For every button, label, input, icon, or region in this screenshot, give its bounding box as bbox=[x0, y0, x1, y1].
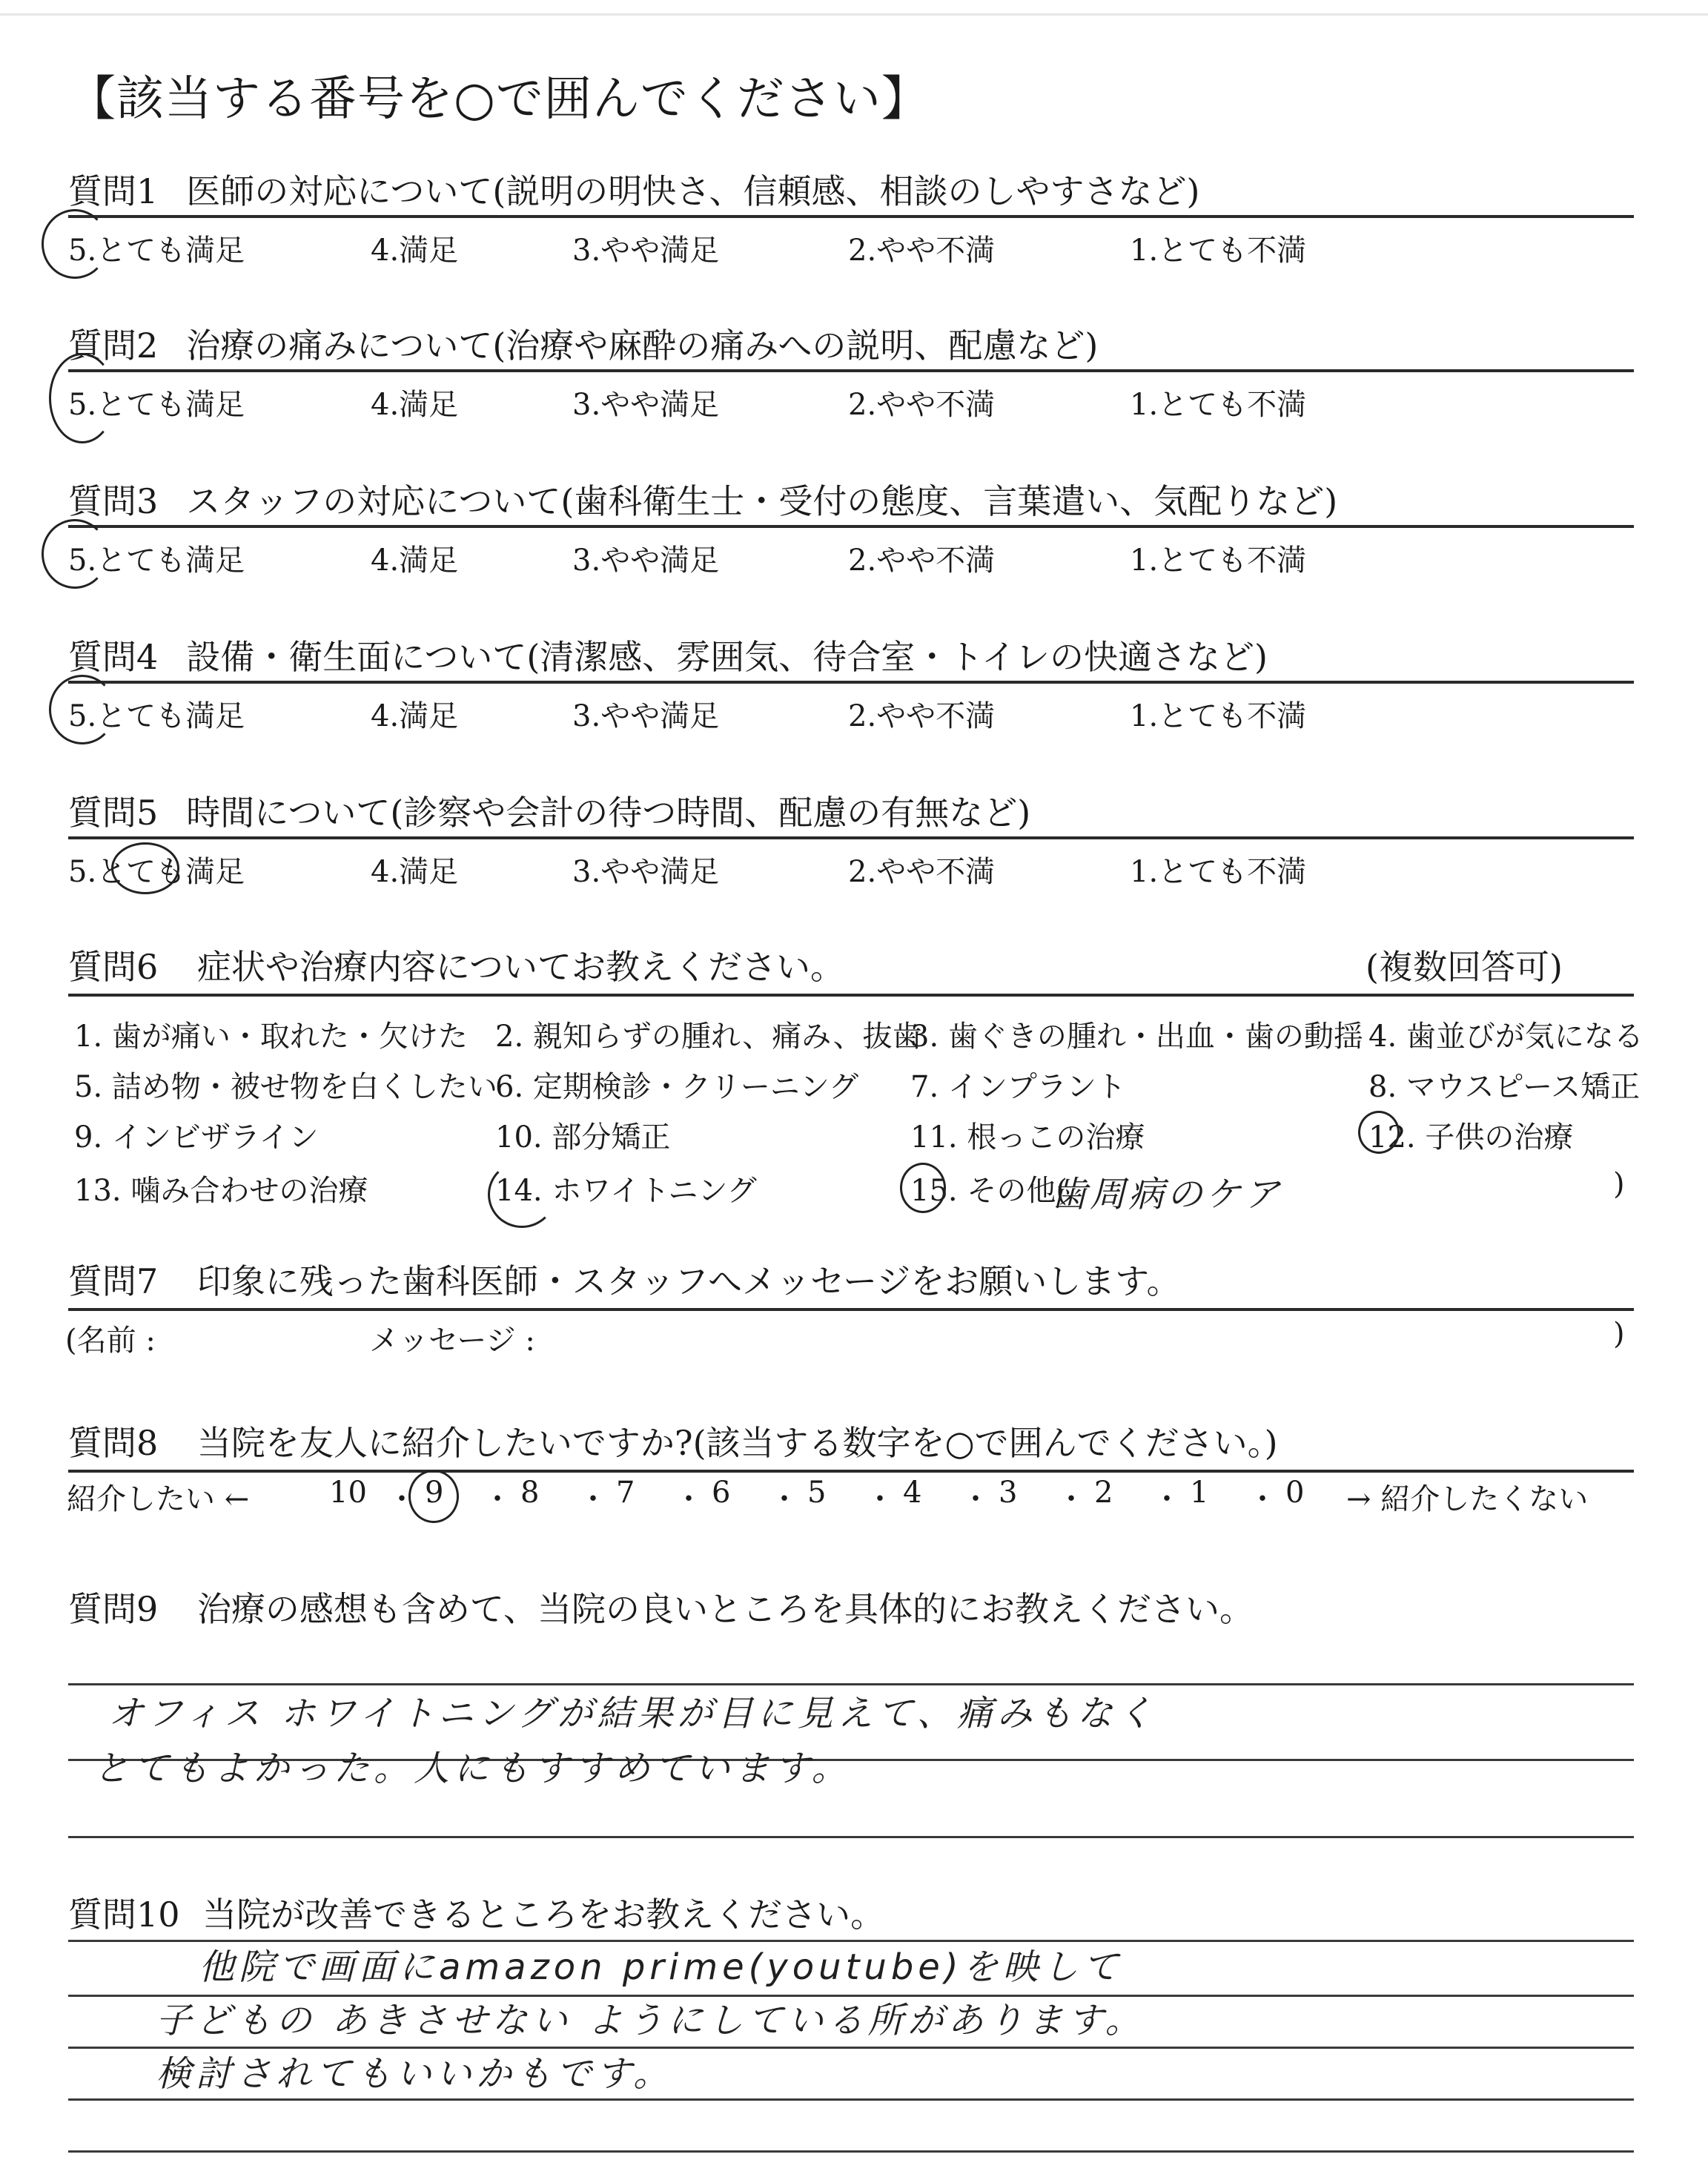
q8-scale-9[interactable]: 9 bbox=[425, 1476, 444, 1510]
q6-selection-circle-15 bbox=[900, 1163, 946, 1213]
q1-heading bbox=[68, 165, 1199, 214]
q6-selection-circle-12 bbox=[1358, 1111, 1400, 1154]
q6-heading bbox=[68, 940, 844, 989]
q3-option-4[interactable]: 4.満足 bbox=[371, 544, 459, 578]
q8-scale-separator: ・ bbox=[483, 1482, 512, 1516]
q8-scale-1[interactable]: 1 bbox=[1190, 1476, 1209, 1510]
q5-option-5[interactable]: 5.とても満足 bbox=[68, 855, 245, 889]
q4-heading bbox=[68, 630, 1268, 679]
q9-heading bbox=[68, 1582, 1254, 1631]
q8-scale-4[interactable]: 4 bbox=[903, 1476, 922, 1510]
q2-option-1[interactable]: 1.とても不満 bbox=[1130, 388, 1307, 422]
q6-label: 質問6 bbox=[68, 947, 159, 987]
q6-other-answer[interactable]: 歯周病のケア bbox=[1051, 1174, 1283, 1215]
q10-text: 当院が改善できるところをお教えください。 bbox=[202, 1895, 885, 1935]
page-top-edge bbox=[0, 13, 1708, 16]
q2-option-3[interactable]: 3.やや満足 bbox=[572, 388, 720, 422]
q9-label: 質問9 bbox=[68, 1589, 159, 1629]
q4-option-2[interactable]: 2.やや不満 bbox=[848, 699, 996, 733]
q2-option-5[interactable]: 5.とても満足 bbox=[68, 388, 245, 422]
q1-option-5[interactable]: 5.とても満足 bbox=[68, 234, 245, 268]
q4-text: 設備・衛生面について(清潔感、雰囲気、待合室・トイレの快適さなど) bbox=[186, 637, 1268, 677]
q5-option-1[interactable]: 1.とても不満 bbox=[1130, 855, 1307, 889]
q10-answer-line-3[interactable]: 検討されてもいいかもです。 bbox=[156, 2053, 674, 2095]
q2-option-2[interactable]: 2.やや不満 bbox=[848, 388, 996, 422]
q4-underline bbox=[68, 681, 1634, 684]
q2-label: 質問2 bbox=[68, 326, 159, 366]
q3-option-2[interactable]: 2.やや不満 bbox=[848, 544, 996, 578]
q8-selection-circle bbox=[408, 1470, 459, 1523]
q3-underline bbox=[68, 525, 1634, 528]
q8-underline bbox=[68, 1470, 1634, 1473]
q8-heading bbox=[68, 1416, 1278, 1465]
q7-close: ) bbox=[1613, 1317, 1625, 1351]
q1-selection-circle bbox=[42, 209, 108, 279]
q6-option-2[interactable]: 2. 親知らずの腫れ、痛み、抜歯 bbox=[495, 1020, 922, 1054]
q8-scale-2[interactable]: 2 bbox=[1094, 1476, 1113, 1510]
q2-selection-circle bbox=[49, 353, 116, 443]
q6-option-14[interactable]: 14. ホワイトニング bbox=[495, 1174, 757, 1208]
q8-scale-separator: ・ bbox=[578, 1482, 608, 1516]
q10-answer-line-2[interactable]: 子どもの あきさせない ようにしている所があります。 bbox=[156, 2000, 1145, 2041]
q5-heading bbox=[68, 786, 1030, 835]
q2-heading bbox=[68, 319, 1098, 368]
q3-option-3[interactable]: 3.やや満足 bbox=[572, 544, 720, 578]
q8-scale-separator: ・ bbox=[1056, 1482, 1086, 1516]
q7-heading bbox=[68, 1255, 1181, 1304]
q9-answer-line-1[interactable]: オフィス ホワイトニングが結果が目に見えて、痛みもなく bbox=[108, 1693, 1157, 1734]
q8-scale-3[interactable]: 3 bbox=[999, 1476, 1018, 1510]
q9-rule-3 bbox=[68, 1836, 1634, 1838]
q4-label: 質問4 bbox=[68, 637, 159, 677]
q5-text: 時間について(診察や会計の待つ時間、配慮の有無など) bbox=[186, 793, 1031, 833]
q7-name-field[interactable] bbox=[222, 1320, 356, 1353]
q8-scale-0[interactable]: 0 bbox=[1285, 1476, 1305, 1510]
q5-option-2[interactable]: 2.やや不満 bbox=[848, 855, 996, 889]
q4-selection-circle bbox=[49, 675, 116, 744]
q4-option-1[interactable]: 1.とても不満 bbox=[1130, 699, 1307, 733]
q1-label: 質問1 bbox=[68, 171, 159, 211]
q10-answer-line-1[interactable]: 他院で画面にamazon prime(youtube)を映して bbox=[199, 1946, 1123, 1988]
q3-selection-circle bbox=[42, 519, 108, 589]
q1-underline bbox=[68, 215, 1634, 218]
q8-scale-separator: ・ bbox=[769, 1482, 799, 1516]
q6-option-1[interactable]: 1. 歯が痛い・取れた・欠けた bbox=[74, 1020, 468, 1054]
q7-message-field[interactable] bbox=[563, 1320, 1601, 1353]
q5-underline bbox=[68, 836, 1634, 839]
q8-text: 当院を友人に紹介したいですか?(該当する数字を○で囲んでください。) bbox=[196, 1423, 1278, 1463]
q5-option-3[interactable]: 3.やや満足 bbox=[572, 855, 720, 889]
q7-text: 印象に残った歯科医師・スタッフへメッセージをお願いします。 bbox=[196, 1261, 1181, 1301]
q9-text: 治療の感想も含めて、当院の良いところを具体的にお教えください。 bbox=[196, 1589, 1254, 1629]
q8-scale-7[interactable]: 7 bbox=[616, 1476, 635, 1510]
q8-scale-10[interactable]: 10 bbox=[329, 1476, 367, 1510]
q6-option-13[interactable]: 13. 噛み合わせの治療 bbox=[74, 1174, 368, 1208]
q6-underline bbox=[68, 994, 1634, 997]
q6-option-4[interactable]: 4. 歯並びが気になる bbox=[1368, 1020, 1644, 1054]
q8-label: 質問8 bbox=[68, 1423, 159, 1463]
q2-underline bbox=[68, 369, 1634, 372]
q4-option-4[interactable]: 4.満足 bbox=[371, 699, 459, 733]
q6-option-15[interactable]: 15. その他( bbox=[910, 1174, 1068, 1208]
q8-right-label: → 紹介したくない bbox=[1346, 1482, 1589, 1516]
q6-option-3[interactable]: 3. 歯ぐきの腫れ・出血・歯の動揺 bbox=[910, 1020, 1363, 1054]
q7-message-label: メッセージ : bbox=[369, 1324, 535, 1358]
q8-scale-separator: ・ bbox=[387, 1482, 417, 1516]
page-title: 【該当する番号を○で囲んでください】 bbox=[68, 72, 930, 127]
q10-rule-5 bbox=[68, 2150, 1634, 2153]
q10-label: 質問10 bbox=[68, 1895, 180, 1935]
q5-option-4[interactable]: 4.満足 bbox=[371, 855, 459, 889]
q6-option-6[interactable]: 6. 定期検診・クリーニング bbox=[495, 1070, 859, 1104]
q6-option-10[interactable]: 10. 部分矯正 bbox=[495, 1120, 671, 1155]
q7-underline bbox=[68, 1308, 1634, 1311]
q6-text: 症状や治療内容についてお教えください。 bbox=[196, 947, 844, 987]
q8-scale-separator: ・ bbox=[674, 1482, 704, 1516]
q6-option-9[interactable]: 9. インビザライン bbox=[74, 1120, 319, 1155]
q8-scale-separator: ・ bbox=[865, 1482, 895, 1516]
q6-note: (複数回答可) bbox=[1366, 947, 1563, 987]
q6-option-11[interactable]: 11. 根っこの治療 bbox=[910, 1120, 1145, 1155]
q4-option-3[interactable]: 3.やや満足 bbox=[572, 699, 720, 733]
q10-heading bbox=[68, 1888, 884, 1937]
q9-answer-line-2[interactable]: とてもよかった。人にもすすめています。 bbox=[93, 1748, 852, 1789]
q8-scale-separator: ・ bbox=[1152, 1482, 1182, 1516]
q4-option-5[interactable]: 5.とても満足 bbox=[68, 699, 245, 733]
q8-scale-6[interactable]: 6 bbox=[712, 1476, 731, 1510]
q1-text: 医師の対応について(説明の明快さ、信頼感、相談のしやすさなど) bbox=[186, 171, 1200, 211]
q3-text: スタッフの対応について(歯科衛生士・受付の態度、言葉遣い、気配りなど) bbox=[186, 481, 1338, 521]
q6-option-5[interactable]: 5. 詰め物・被せ物を白くしたい bbox=[74, 1070, 497, 1104]
q3-option-5[interactable]: 5.とても満足 bbox=[68, 544, 245, 578]
q7-name-label: (名前 : bbox=[65, 1324, 156, 1358]
q10-rule-4 bbox=[68, 2098, 1634, 2101]
q1-option-3[interactable]: 3.やや満足 bbox=[572, 234, 720, 268]
q8-scale-separator: ・ bbox=[961, 1482, 990, 1516]
q8-left-label: 紹介したい ← bbox=[67, 1482, 250, 1516]
q8-scale-separator: ・ bbox=[1248, 1482, 1277, 1516]
q6-option-12[interactable]: 12. 子供の治療 bbox=[1368, 1120, 1574, 1155]
q6-option-7[interactable]: 7. インプラント bbox=[910, 1070, 1126, 1104]
q1-option-4[interactable]: 4.満足 bbox=[371, 234, 459, 268]
q2-text: 治療の痛みについて(治療や麻酔の痛みへの説明、配慮など) bbox=[186, 326, 1099, 366]
q5-selection-circle bbox=[111, 842, 179, 894]
q3-heading bbox=[68, 475, 1337, 524]
q6-selection-circle-14 bbox=[488, 1161, 556, 1228]
q3-option-1[interactable]: 1.とても不満 bbox=[1130, 544, 1307, 578]
q8-scale-8[interactable]: 8 bbox=[520, 1476, 540, 1510]
q1-option-1[interactable]: 1.とても不満 bbox=[1130, 234, 1307, 268]
q6-option-8[interactable]: 8. マウスピース矯正 bbox=[1368, 1070, 1641, 1104]
q1-option-2[interactable]: 2.やや不満 bbox=[848, 234, 996, 268]
q7-label: 質問7 bbox=[68, 1261, 159, 1301]
q3-label: 質問3 bbox=[68, 481, 159, 521]
q6-other-close: ) bbox=[1613, 1167, 1625, 1201]
q5-label: 質問5 bbox=[68, 793, 159, 833]
q2-option-4[interactable]: 4.満足 bbox=[371, 388, 459, 422]
q8-scale-5[interactable]: 5 bbox=[807, 1476, 827, 1510]
